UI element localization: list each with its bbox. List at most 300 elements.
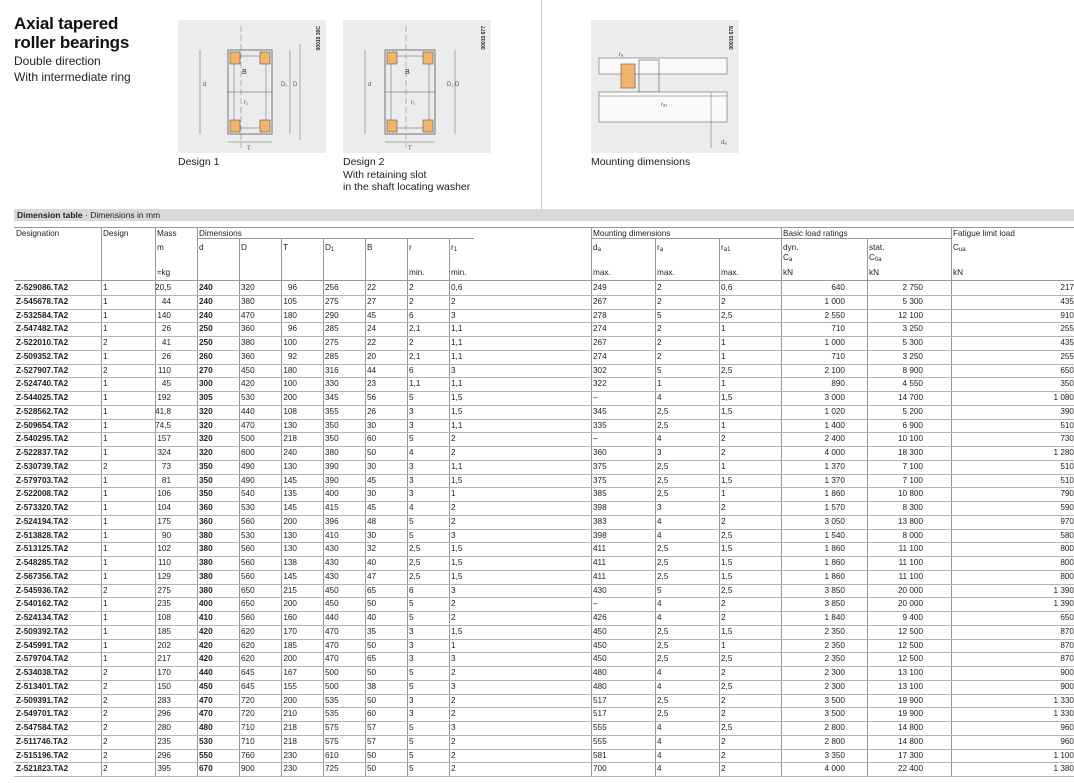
table-cell: 1,5	[451, 627, 463, 636]
table-cell: 320	[199, 421, 213, 430]
table-cell: 1	[103, 599, 108, 608]
table-cell: 130	[283, 531, 297, 540]
table-cell: 395	[157, 764, 171, 773]
table-cell: 170	[157, 668, 171, 677]
mass-unit-header: ≈kg	[157, 268, 171, 277]
table-cell: 2,5	[721, 531, 733, 540]
da-header: $d_a$	[593, 243, 601, 253]
table-cell: 380	[199, 558, 213, 567]
table-cell: –	[593, 434, 598, 443]
table-cell: 440	[241, 407, 255, 416]
table-cell: 380	[199, 572, 213, 581]
design2-caption-line2: With retaining slot	[343, 168, 427, 181]
table-cell: 4	[657, 531, 662, 540]
table-cell: 420	[199, 641, 213, 650]
table-cell: 57	[367, 723, 377, 732]
table-cell: 400	[199, 599, 213, 608]
designation-header: Designation	[16, 229, 60, 238]
table-cell: 6	[409, 586, 414, 595]
table-cell: 3	[409, 462, 414, 471]
table-cell: 32	[367, 544, 377, 553]
table-cell: 2	[409, 297, 414, 306]
table-cell: 275	[325, 297, 339, 306]
table-cell: 160	[283, 613, 297, 622]
table-cell: 10 800	[897, 489, 923, 498]
table-cell: 10 100	[897, 434, 923, 443]
table-cell: 13 100	[897, 668, 923, 677]
table-cell: Z-509352.TA2	[16, 352, 69, 361]
table-cell: 2,5	[657, 654, 669, 663]
table-cell: 960	[1060, 737, 1074, 746]
table-cell: 398	[593, 503, 607, 512]
table-cell: 710	[241, 737, 255, 746]
subtitle-line2: With intermediate ring	[14, 70, 131, 84]
table-cell: 1,5	[721, 544, 733, 553]
table-cell: 390	[325, 462, 339, 471]
table-cell: 390	[1060, 407, 1074, 416]
table-cell: Z-522010.TA2	[16, 338, 69, 347]
table-cell: 320	[199, 434, 213, 443]
table-cell: 1	[103, 421, 108, 430]
table-cell: 5	[409, 613, 414, 622]
table-cell: 8 300	[902, 503, 923, 512]
table-cell: 26	[161, 324, 171, 333]
table-cell: 870	[1060, 627, 1074, 636]
table-cell: 320	[199, 407, 213, 416]
table-cell: 4	[657, 764, 662, 773]
table-cell: 1	[103, 407, 108, 416]
table-cell: 1,5	[451, 476, 463, 485]
table-cell: 790	[1060, 489, 1074, 498]
table-cell: 2	[409, 338, 414, 347]
table-cell: 5	[657, 586, 662, 595]
table-cell: 870	[1060, 641, 1074, 650]
table-cell: Z-530739.TA2	[16, 462, 69, 471]
table-cell: 102	[157, 544, 171, 553]
table-cell: 1	[103, 297, 108, 306]
table-cell: 218	[283, 434, 297, 443]
column-line	[365, 238, 366, 776]
table-cell: 5	[409, 668, 414, 677]
table-cell: 22	[367, 283, 377, 292]
table-cell: 1,5	[721, 572, 733, 581]
table-cell: 900	[241, 764, 255, 773]
table-cell: Z-579703.TA2	[16, 476, 69, 485]
table-cell: 640	[831, 283, 845, 292]
table-cell: Z-522837.TA2	[16, 448, 69, 457]
D-header: D	[241, 243, 247, 252]
table-cell: 145	[283, 572, 297, 581]
table-cell: 1,5	[451, 558, 463, 567]
table-cell: 324	[157, 448, 171, 457]
table-cell: 2	[103, 751, 108, 760]
table-cell: 2	[451, 503, 456, 512]
table-cell: 1,1	[451, 462, 463, 471]
ra-header: $r_a$	[657, 243, 664, 253]
table-cell: 5	[409, 751, 414, 760]
table-cell: 275	[157, 586, 171, 595]
table-cell: Z-513125.TA2	[16, 544, 69, 553]
table-cell: 218	[283, 723, 297, 732]
table-cell: 8 000	[902, 531, 923, 540]
table-cell: 5	[409, 531, 414, 540]
table-cell: 1	[103, 558, 108, 567]
table-cell: 530	[241, 531, 255, 540]
design2-drawing	[343, 20, 491, 153]
table-cell: Z-545991.TA2	[16, 641, 69, 650]
table-cell: 1,5	[451, 393, 463, 402]
table-cell: 385	[593, 489, 607, 498]
table-cell: 50	[367, 764, 377, 773]
column-line	[449, 238, 450, 776]
table-cell: 275	[325, 338, 339, 347]
table-cell: 400	[325, 489, 339, 498]
table-cell: 1 390	[1053, 586, 1074, 595]
fatigue-header: Fatigue limit load	[953, 229, 1015, 238]
table-cell: 217	[1060, 283, 1074, 292]
mounting-code: 00015 678	[729, 26, 735, 50]
table-cell: 560	[241, 558, 255, 567]
T-header: T	[283, 243, 289, 252]
table-cell: 800	[1060, 558, 1074, 567]
table-cell: 430	[325, 558, 339, 567]
table-cell: 430	[593, 586, 607, 595]
table-cell: 470	[325, 627, 339, 636]
table-cell: 1	[451, 489, 456, 498]
table-cell: 411	[593, 544, 607, 553]
svg-text:r₁: r₁	[244, 100, 249, 106]
table-cell: 380	[199, 586, 213, 595]
table-cell: 11 100	[898, 572, 923, 581]
table-cell: 202	[157, 641, 171, 650]
design1-caption: Design 1	[178, 156, 220, 168]
table-cell: 1,5	[721, 476, 733, 485]
table-cell: 5 300	[902, 338, 923, 347]
table-cell: 530	[241, 393, 255, 402]
table-cell: 1 860	[824, 489, 845, 498]
C0a-unit-header: kN	[869, 268, 880, 277]
table-cell: 302	[593, 366, 607, 375]
table-cell: 540	[241, 489, 255, 498]
table-cell: 1,1	[451, 352, 463, 361]
table-cell: 575	[325, 723, 339, 732]
table-cell: 420	[199, 654, 213, 663]
table-cell: 92	[287, 352, 297, 361]
table-cell: 1,1	[451, 421, 463, 430]
table-cell: 2,5	[721, 311, 733, 320]
table-cell: 2	[451, 764, 456, 773]
table-cell: 2	[657, 338, 662, 347]
basic-load-header: Basic load ratings	[783, 229, 848, 238]
table-cell: 2	[451, 599, 456, 608]
table-cell: 2 100	[824, 366, 845, 375]
table-cell: 1	[721, 421, 726, 430]
table-cell: 3	[409, 627, 414, 636]
table-cell: 130	[283, 544, 297, 553]
d-header: d	[199, 243, 204, 252]
table-cell: 2	[409, 283, 414, 292]
table-cell: 50	[367, 696, 377, 705]
table-cell: 4	[657, 751, 662, 760]
table-cell: 1	[721, 338, 726, 347]
table-cell: 890	[831, 379, 845, 388]
table-cell: 3 000	[824, 393, 845, 402]
table-cell: 185	[283, 641, 297, 650]
table-cell: 970	[1060, 517, 1074, 526]
table-cell: Z-544025.TA2	[16, 393, 69, 402]
svg-text:r₁: r₁	[411, 100, 416, 106]
table-cell: 1	[721, 324, 726, 333]
table-cell: 3	[657, 448, 662, 457]
table-cell: 2,5	[657, 709, 669, 718]
table-cell: 4	[657, 599, 662, 608]
table-cell: 1 860	[824, 558, 845, 567]
design2-caption-line1: Design 2	[343, 156, 385, 168]
table-cell: 41,8	[155, 407, 171, 416]
design2-caption	[343, 156, 470, 194]
table-cell: 2,5	[657, 544, 669, 553]
ra-max-header: max.	[657, 268, 675, 277]
table-cell: 2	[103, 586, 108, 595]
table-cell: 2,5	[721, 366, 733, 375]
table-cell: Z-521823.TA2	[16, 764, 69, 773]
table-cell: 2 350	[824, 627, 845, 636]
table-cell: 3 350	[824, 751, 845, 760]
table-cell: 910	[1060, 311, 1074, 320]
table-cell: 1	[103, 489, 108, 498]
table-cell: 270	[199, 366, 213, 375]
C0a-header: $C_{0a}$	[869, 253, 882, 263]
table-cell: 41	[161, 338, 171, 347]
table-cell: 26	[367, 407, 377, 416]
table-cell: 1	[721, 489, 726, 498]
table-cell: 5	[409, 517, 414, 526]
Cua-header: $C_{ua}$	[953, 243, 966, 253]
table-cell: 7 100	[902, 462, 923, 471]
table-cell: 2	[103, 709, 108, 718]
table-cell: 350	[199, 476, 213, 485]
table-cell: 1 330	[1053, 696, 1074, 705]
table-cell: 44	[367, 366, 377, 375]
table-cell: 2	[657, 352, 662, 361]
table-cell: 110	[157, 558, 171, 567]
table-cell: 138	[283, 558, 297, 567]
table-cell: 900	[1060, 682, 1074, 691]
table-cell: 5 200	[902, 407, 923, 416]
table-cell: Z-547482.TA2	[16, 324, 69, 333]
table-cell: 600	[241, 448, 255, 457]
table-cell: Z-545936.TA2	[16, 586, 69, 595]
Cua-unit-header: kN	[953, 268, 964, 277]
table-cell: 535	[325, 709, 339, 718]
table-cell: 960	[1060, 723, 1074, 732]
table-cell: 1,1	[451, 324, 463, 333]
table-cell: 3	[409, 709, 414, 718]
table-cell: 1 840	[824, 613, 845, 622]
table-cell: Z-511746.TA2	[16, 737, 68, 746]
table-cell: 380	[241, 297, 255, 306]
design1-figure	[178, 20, 326, 153]
table-cell: 5 300	[902, 297, 923, 306]
table-cell: 3 050	[824, 517, 845, 526]
table-cell: 40	[367, 613, 377, 622]
table-cell: 45	[161, 379, 171, 388]
table-cell: 420	[199, 627, 213, 636]
table-cell: 430	[325, 544, 339, 553]
table-cell: 760	[241, 751, 255, 760]
dimension-table-label: Dimension table	[17, 210, 83, 220]
svg-text:D₁: D₁	[281, 82, 288, 88]
table-cell: 2	[103, 338, 108, 347]
table-cell: 5	[409, 393, 414, 402]
table-cell: 1 100	[1053, 751, 1074, 760]
table-cell: 167	[283, 668, 297, 677]
table-cell: 1 860	[824, 572, 845, 581]
table-cell: 2	[657, 297, 662, 306]
table-cell: 1,5	[451, 544, 463, 553]
table-cell: 4	[657, 682, 662, 691]
table-cell: 2,5	[721, 586, 733, 595]
table-cell: 2 800	[824, 737, 845, 746]
table-cell: 450	[241, 366, 255, 375]
table-cell: 725	[325, 764, 339, 773]
table-cell: 20,5	[155, 283, 171, 292]
table-cell: 335	[593, 421, 607, 430]
table-cell: 280	[157, 723, 171, 732]
table-cell: 230	[283, 751, 297, 760]
table-cell: 13 800	[897, 517, 923, 526]
table-cell: 305	[199, 393, 213, 402]
table-cell: 2	[721, 613, 726, 622]
table-cell: 411	[593, 572, 607, 581]
table-cell: 6	[409, 366, 414, 375]
table-cell: 3 850	[824, 586, 845, 595]
column-line	[655, 238, 656, 776]
table-cell: 3	[451, 311, 456, 320]
table-cell: 1 400	[824, 421, 845, 430]
table-cell: 375	[593, 476, 607, 485]
table-cell: Z-513828.TA2	[16, 531, 69, 540]
table-cell: 2,5	[721, 654, 733, 663]
table-cell: 65	[367, 586, 377, 595]
table-cell: Z-527907.TA2	[16, 366, 69, 375]
table-cell: 350	[325, 421, 339, 430]
table-cell: 30	[367, 421, 377, 430]
table-cell: 470	[325, 654, 339, 663]
table-cell: 5	[657, 311, 662, 320]
table-cell: 3	[409, 641, 414, 650]
table-cell: 1 080	[1053, 393, 1074, 402]
table-cell: 2,5	[409, 572, 421, 581]
table-cell: 415	[325, 503, 339, 512]
table-cell: 670	[199, 764, 213, 773]
table-cell: 150	[157, 682, 171, 691]
column-line	[407, 238, 408, 776]
table-cell: 56	[367, 393, 377, 402]
table-cell: 57	[367, 737, 377, 746]
table-cell: 1	[103, 283, 108, 292]
table-cell: 200	[283, 696, 297, 705]
table-cell: 267	[593, 338, 607, 347]
table-cell: 24	[367, 324, 377, 333]
table-cell: 470	[241, 311, 255, 320]
table-cell: 1	[657, 379, 662, 388]
table-cell: 440	[199, 668, 213, 677]
table-cell: 12 500	[897, 654, 923, 663]
table-cell: 81	[161, 476, 171, 485]
table-cell: Z-545678.TA2	[16, 297, 69, 306]
table-cell: 320	[241, 283, 255, 292]
table-cell: 130	[283, 421, 297, 430]
table-cell: 5	[409, 682, 414, 691]
design1-drawing	[178, 20, 326, 153]
table-cell: 316	[325, 366, 339, 375]
table-cell: 800	[1060, 544, 1074, 553]
table-cell: 2	[721, 696, 726, 705]
table-cell: 170	[283, 627, 297, 636]
table-cell: 1 380	[1053, 764, 1074, 773]
table-cell: Z-513401.TA2	[16, 682, 69, 691]
table-cell: 1 570	[824, 503, 845, 512]
table-cell: 2 350	[824, 641, 845, 650]
table-cell: 22	[367, 338, 377, 347]
table-cell: 285	[325, 324, 339, 333]
table-cell: 650	[1060, 613, 1074, 622]
table-cell: 3	[657, 503, 662, 512]
page-title-line1: Axial tapered	[14, 14, 119, 33]
table-cell: 730	[1060, 434, 1074, 443]
page-divider	[541, 0, 542, 209]
table-cell: 180	[283, 366, 297, 375]
table-cell: 490	[241, 476, 255, 485]
table-cell: 510	[1060, 421, 1074, 430]
table-cell: 530	[241, 503, 255, 512]
table-cell: 30	[367, 489, 377, 498]
table-cell: 217	[157, 654, 171, 663]
B-header: B	[367, 243, 373, 252]
table-cell: 3	[451, 366, 456, 375]
table-cell: 470	[199, 709, 213, 718]
svg-text:B: B	[242, 69, 247, 76]
table-cell: 1	[103, 311, 108, 320]
table-cell: 2,5	[657, 696, 669, 705]
table-cell: 575	[325, 737, 339, 746]
table-cell: 1	[103, 517, 108, 526]
mounting-drawing	[591, 20, 739, 153]
table-cell: 360	[199, 517, 213, 526]
table-cell: 200	[283, 393, 297, 402]
svg-text:T: T	[408, 146, 412, 152]
table-cell: 2	[103, 366, 108, 375]
table-cell: 1	[103, 544, 108, 553]
design-header: Design	[103, 229, 129, 238]
table-cell: 230	[283, 764, 297, 773]
table-cell: 4 000	[824, 764, 845, 773]
table-cell: 2	[451, 434, 456, 443]
table-cell: 200	[283, 517, 297, 526]
table-cell: 50	[367, 641, 377, 650]
Ca-header: $C_a$	[783, 253, 793, 263]
table-cell: 2	[103, 462, 108, 471]
table-cell: 45	[367, 476, 377, 485]
svg-text:rₐ₁: rₐ₁	[661, 102, 668, 108]
table-cell: 396	[325, 517, 339, 526]
table-cell: 380	[241, 338, 255, 347]
table-cell: 1 860	[824, 544, 845, 553]
table-cell: 255	[1060, 324, 1074, 333]
table-cell: Z-548285.TA2	[16, 558, 69, 567]
table-cell: 3 500	[824, 709, 845, 718]
